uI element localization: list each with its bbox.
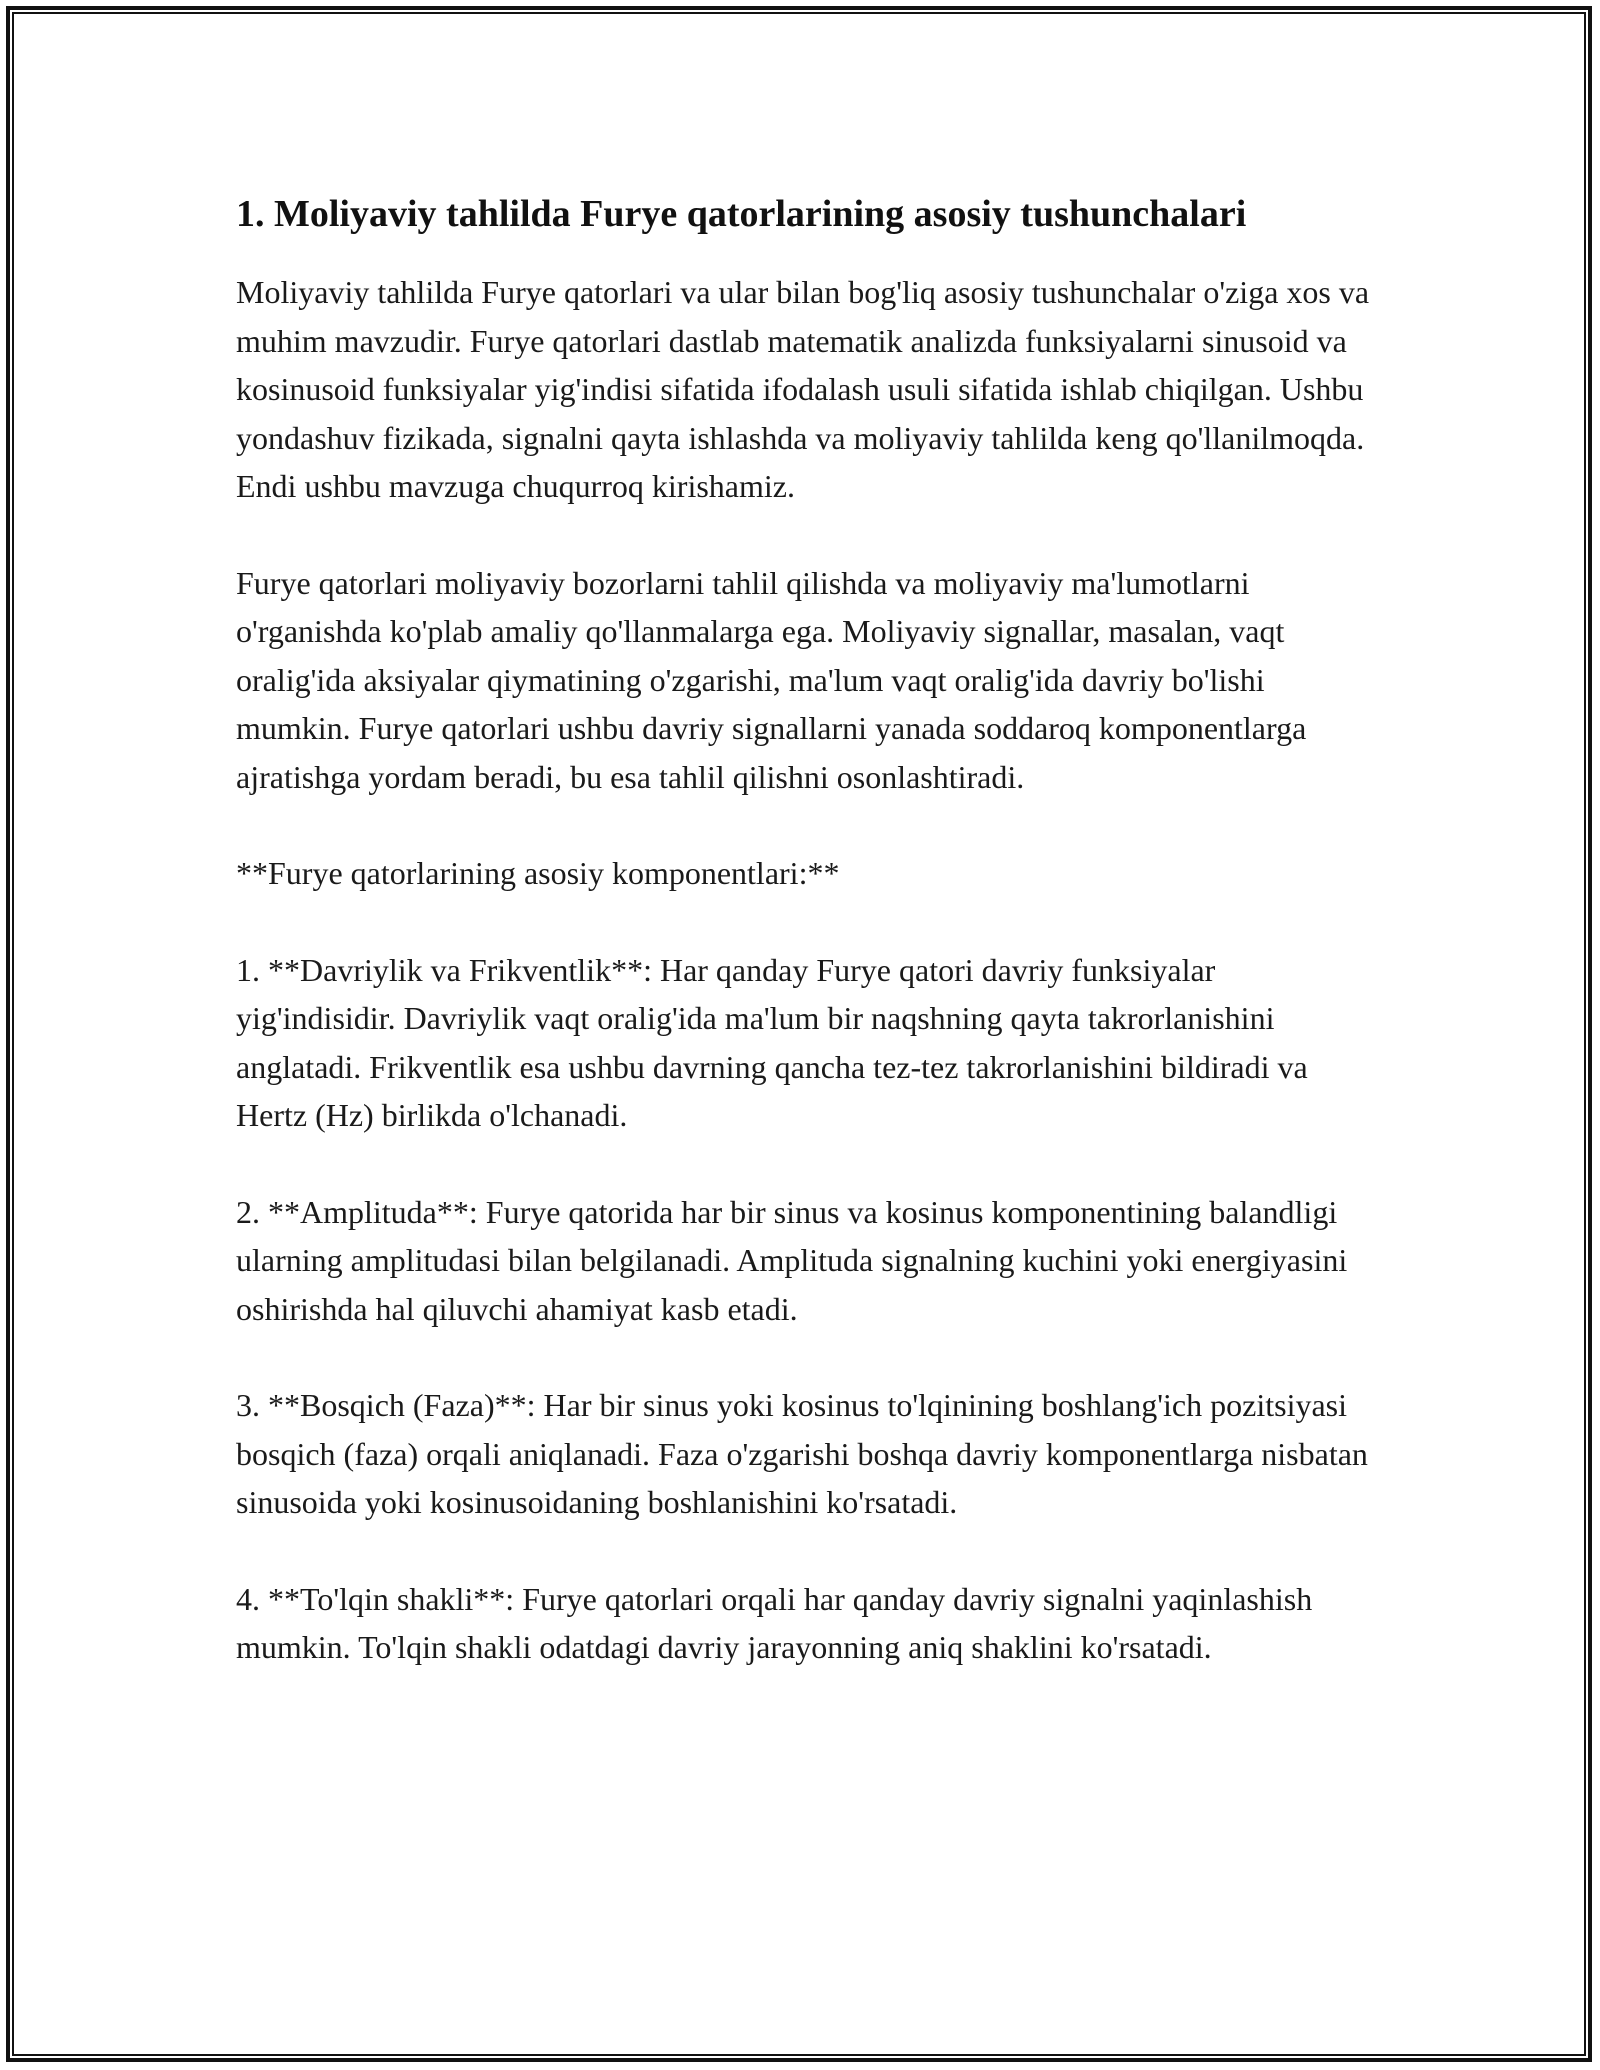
list-item-phase: 3. **Bosqich (Faza)**: Har bir sinus yoki kosinus to'lqinining boshlang'ich pozitsiyasi bosqich (faza) orqali aniqlanadi. Faza o'zgarishi boshqa davriy komponentlarga nisbatan sinusoida yoki kosinusoidaning boshlanishini ko'rsatadi. bbox=[236, 1387, 1376, 1520]
components-subheading: **Furye qatorlarining asosiy komponentlari:** bbox=[236, 855, 840, 891]
paragraph-intro: Moliyaviy tahlilda Furye qatorlari va ular bilan bog'liq asosiy tushunchalar o'ziga xos va muhim mavzudir. Furye qatorlari dastlab matematik analizda funksiyalarni sinusoid va kosinusoid funksiyalar yig'indisi sifatida ifodalash usuli sifatida ishlab chiqilgan. Ushbu yondashuv fizikada, signalni qayta ishlashda va moliyaviy tahlilda keng qo'llanilmoqda. Endi ushbu mavzuga chuqurroq kirishamiz. bbox=[236, 274, 1378, 504]
section-heading: 1. Moliyaviy tahlilda Furye qatorlarining asosiy tushunchalari bbox=[236, 193, 1247, 235]
document-body bbox=[236, 188, 1376, 1720]
paragraph-applications: Furye qatorlari moliyaviy bozorlarni tahlil qilishda va moliyaviy ma'lumotlarni o'rganishda ko'plab amaliy qo'llanmalarga ega. Moliyaviy signallar, masalan, vaqt oralig'ida aksiyalar qiymatining o'zgarishi, ma'lum vaqt oralig'ida davriy bo'lishi mumkin. Furye qatorlari ushbu davriy signallarni yanada soddaroq komponentlarga ajratishga yordam beradi, bu esa tahlil qilishni osonlashtiradi. bbox=[236, 564, 1315, 795]
list-item-amplitude: 2. **Amplituda**: Furye qatorida har bir sinus va kosinus komponentining balandligi ularning amplitudasi bilan belgilanadi. Amplituda signalning kuchini yoki energiyasini oshirishda hal qiluvchi ahamiyat kasb etadi. bbox=[236, 1193, 1356, 1327]
list-item-waveform: 4. **To'lqin shakli**: Furye qatorlari orqali har qanday davriy signalni yaqinlashish mumkin. To'lqin shakli odatdagi davriy jarayonning aniq shaklini ko'rsatadi. bbox=[236, 1580, 1321, 1665]
list-item-periodicity: 1. **Davriylik va Frikventlik**: Har qanday Furye qatori davriy funksiyalar yig'indisidir. Davriylik vaqt oralig'ida ma'lum bir naqshning qayta takrorlanishini anglatadi. Frikventlik esa ushbu davrning qancha tez-tez takrorlanishini bildiradi va Hertz (Hz) birlikda o'lchanadi. bbox=[236, 951, 1316, 1133]
